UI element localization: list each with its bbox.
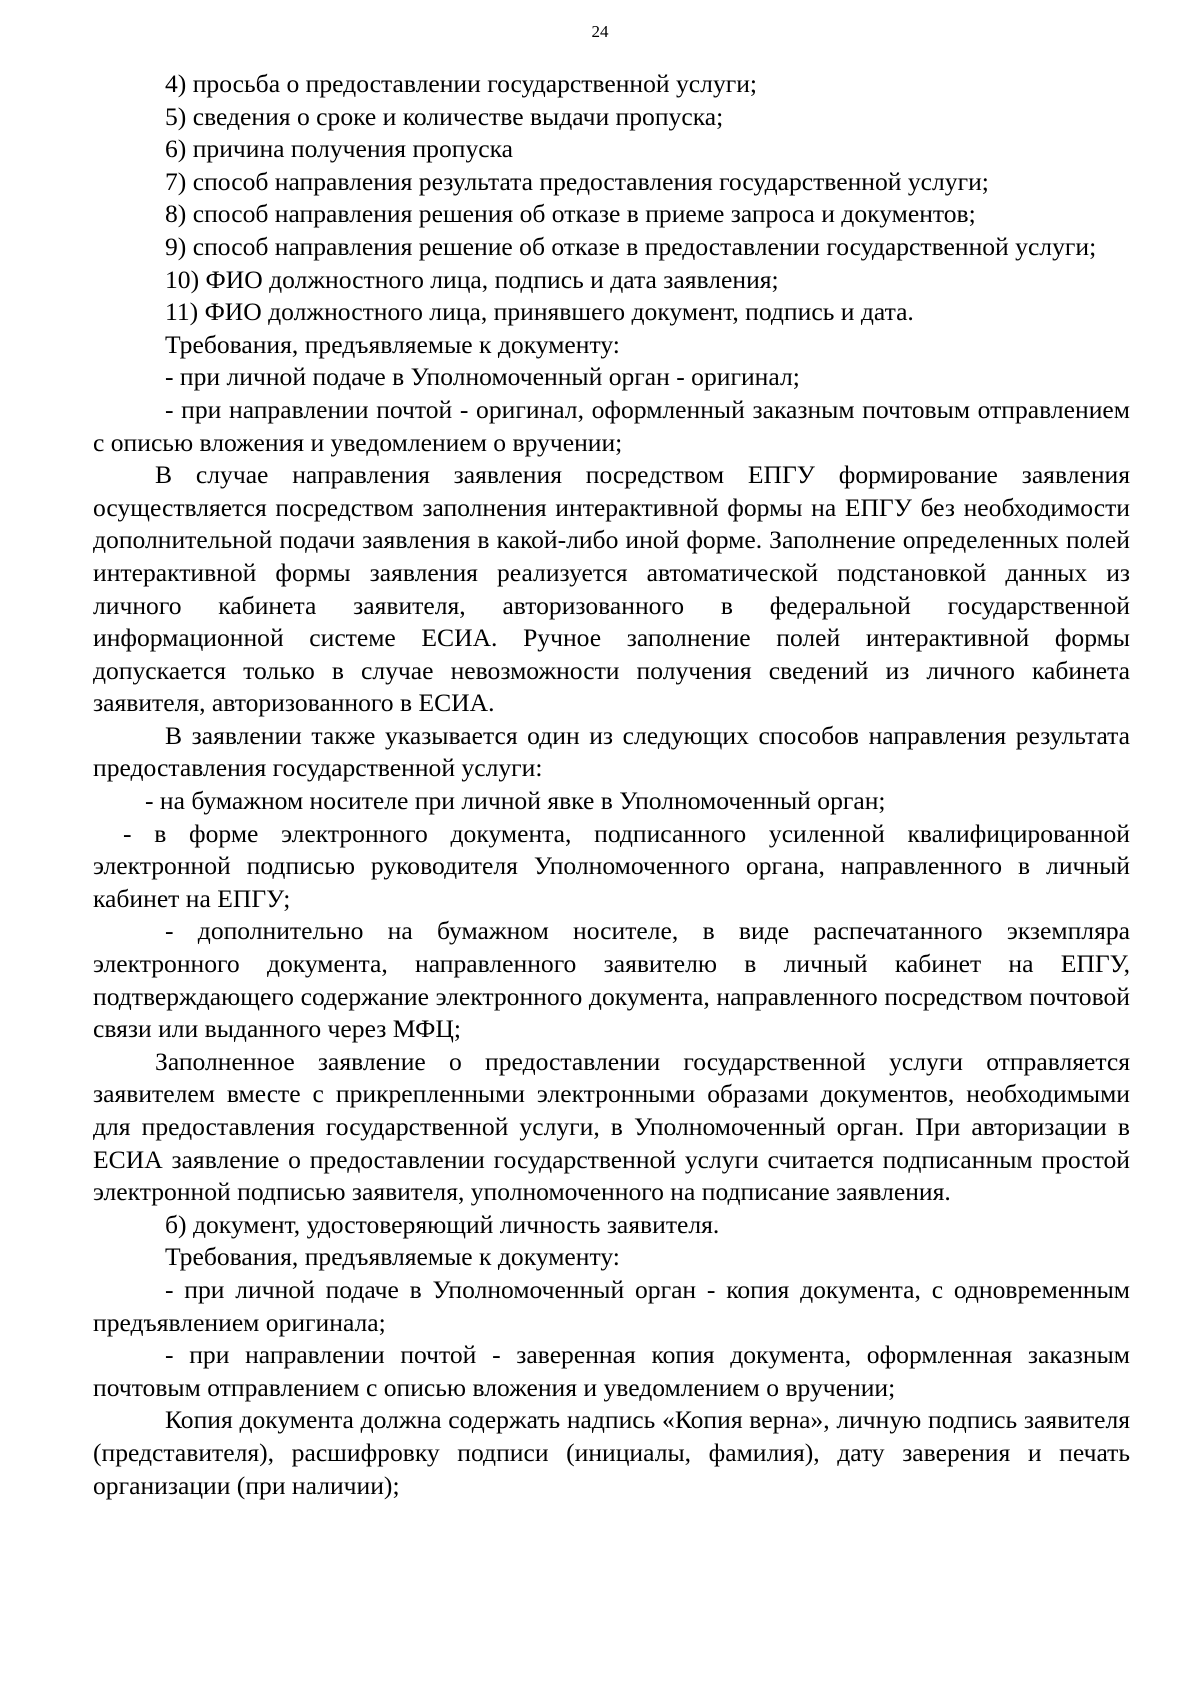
paragraph: Требования, предъявляемые к документу: [165, 329, 620, 359]
paragraph: - при направлении почтой - заверенная копия документа, оформленная заказным почтовым отправлением с описью вложения и уведомлением о вручении; [93, 1340, 1130, 1402]
paragraph: 9) способ направления решение об отказе в предоставлении государственной услуги; [165, 231, 1097, 261]
paragraph: - при направлении почтой - оригинал, оформленный заказным почтовым отправлением с описью вложения и уведомлением о вручении; [93, 394, 1130, 457]
paragraph: Заполненное заявление о предоставлении государственной услуги отправляется заявителем вместе с прикрепленными электронными образами документов, необходимыми для предоставления государственной услуги, в Уполномоченный орган. При авторизации в ЕСИА заявление о предоставлении государственной услуги считается подписанным простой электронной подписью заявителя, уполномоченного на подписание заявления. [93, 1046, 1130, 1207]
paragraph: - при личной подаче в Уполномоченный орган - оригинал; [165, 362, 800, 392]
paragraph: б) документ, удостоверяющий личность заявителя. [165, 1209, 720, 1239]
paragraph: - в форме электронного документа, подписанного усиленной квалифицированной электронной подписью руководителя Уполномоченного органа, направленного в личный кабинет на ЕПГУ; [93, 818, 1130, 913]
paragraph: В случае направления заявления посредством ЕПГУ формирование заявления осуществляется посредством заполнения интерактивной формы на ЕПГУ без необходимости дополнительной подачи заявления в какой-либо иной форме. Заполнение определенных полей интерактивной формы заявления реализуется автоматической подстановкой данных из личного кабинета заявителя, авторизованного в федеральной государственной информационной системе ЕСИА. Ручное заполнение полей интерактивной формы допускается только в случае невозможности получения сведений из личного кабинета заявителя, авторизованного в ЕСИА. [93, 460, 1130, 718]
paragraph: Копия документа должна содержать надпись «Копия верна», личную подпись заявителя (представителя), расшифровку подписи (инициалы, фамилия), дату заверения и печать организации (при наличии); [93, 1405, 1130, 1500]
paragraph: 4) просьба о предоставлении государственной услуги; [165, 69, 758, 98]
paragraph: - при личной подаче в Уполномоченный орган - копия документа, с одновременным предъявлением оригинала; [93, 1274, 1130, 1337]
paragraph: 8) способ направления решения об отказе в приеме запроса и документов; [165, 199, 976, 229]
paragraph: 6) причина получения пропуска [165, 134, 514, 164]
paragraph: 10) ФИО должностного лица, подпись и дата заявления; [165, 264, 779, 294]
paragraph: В заявлении также указывается один из следующих способов направления результата предоставления государственной услуги: [93, 720, 1130, 783]
paragraph: 7) способ направления результата предоставления государственной услуги; [165, 166, 989, 196]
page-number: 24 [591, 22, 609, 41]
paragraph: 5) сведения о сроке и количестве выдачи пропуска; [165, 101, 724, 131]
paragraph: - дополнительно на бумажном носителе, в виде распечатанного экземпляра электронного документа, направленного заявителю в личный кабинет на ЕПГУ, подтверждающего содержание электронного документа, направленного посредством почтовой связи или выданного через МФЦ; [93, 916, 1130, 1044]
paragraph: - на бумажном носителе при личной явке в Уполномоченный орган; [145, 786, 886, 816]
paragraph: 11) ФИО должностного лица, принявшего документ, подпись и дата. [165, 297, 914, 327]
paragraph: Требования, предъявляемые к документу: [165, 1242, 620, 1272]
document-body [93, 68, 1130, 1502]
